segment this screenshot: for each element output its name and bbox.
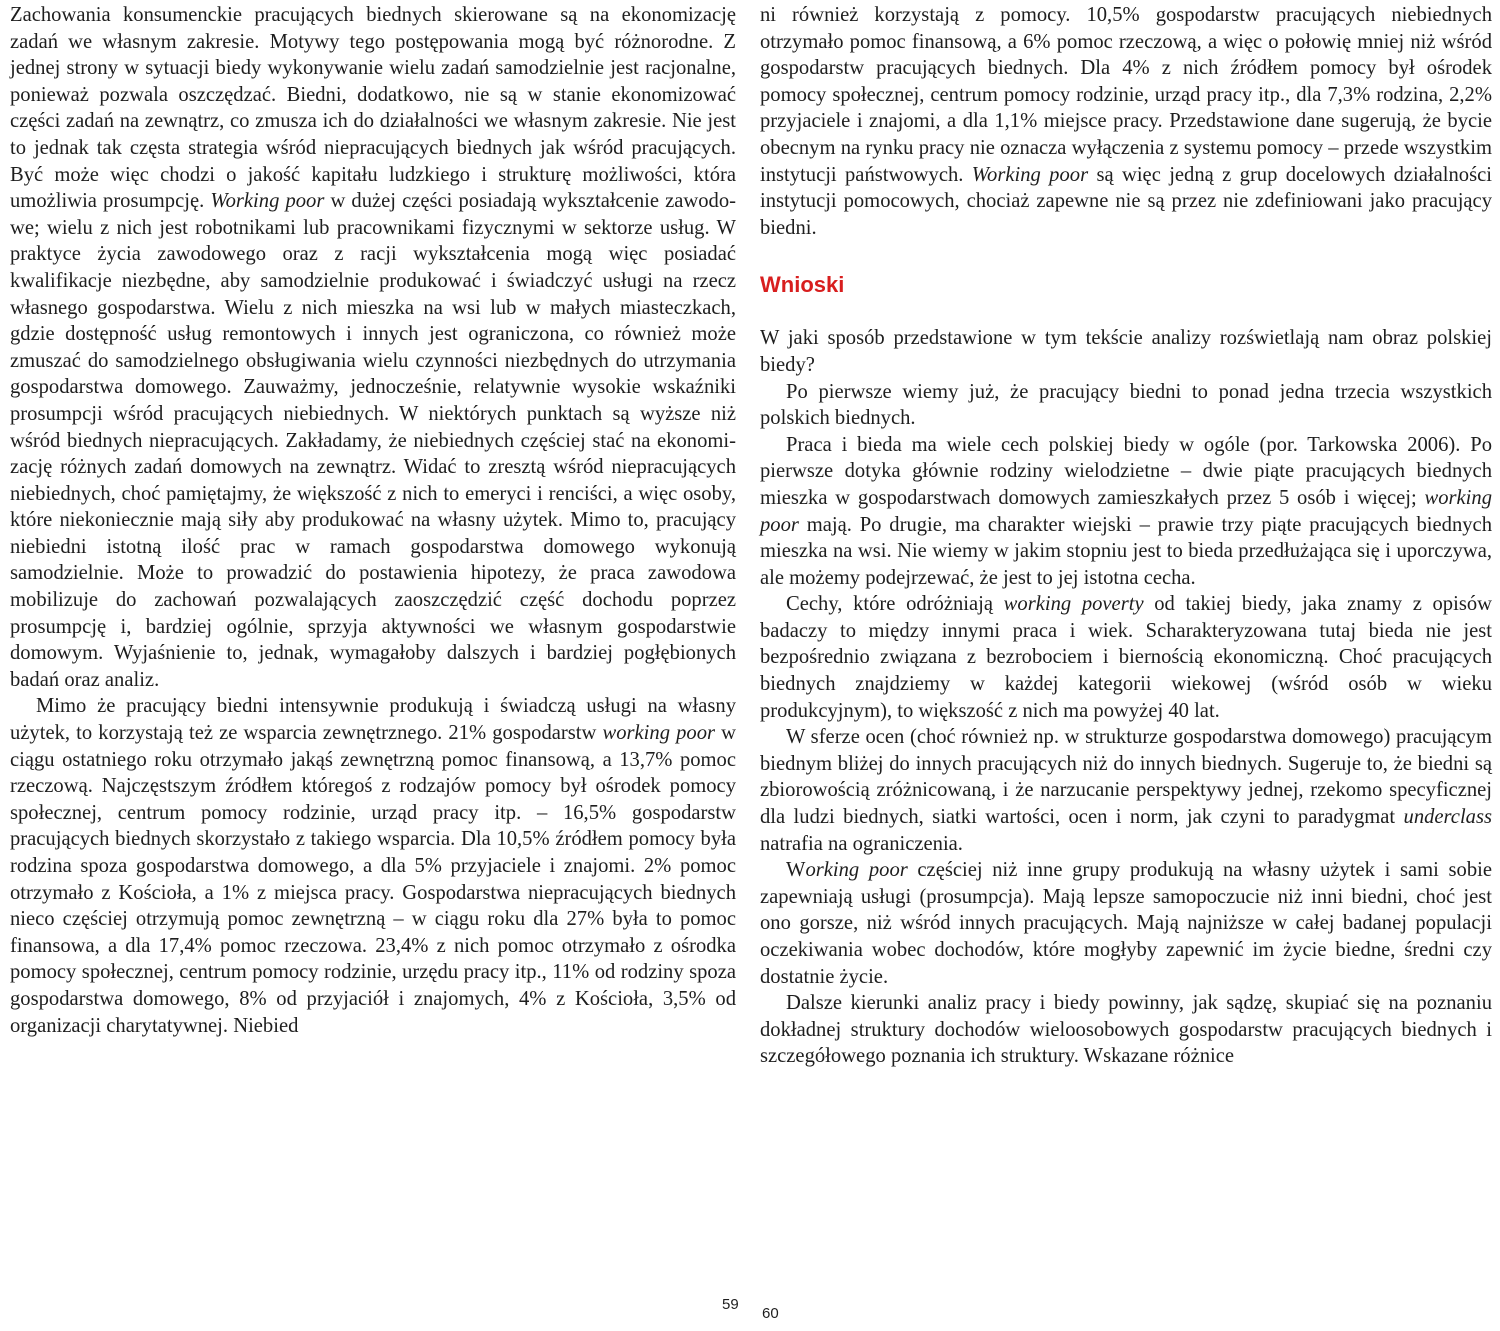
page-number: 59 (722, 1296, 739, 1313)
left-page (0, 0, 742, 1331)
paragraph: Dalsze kierunki analiz pracy i biedy powinny, jak sądzę, skupiać się na poznaniu dokładnej struktury dochodów wieloosobowych gospodarstw pracujących biednych i szczegółowego poznania ich struktury. Wskazane różnice (760, 992, 1492, 1068)
section-heading: Wnioski (760, 272, 845, 298)
paragraph: Cechy, które odróżniają working poverty od takiej biedy, jaka znamy z opisów badaczy to między innymi praca i wiek. Scharakteryzowana tutaj bieda nie jest bezpośrednio związana z bezrobociem i biernością ekonomiczną. Choć pracujących biednych znajdziemy w każdej kategorii wiekowej (wśród osób w wieku produkcyjnym), to większość z nich ma powyżej 40 lat. (760, 593, 1493, 722)
right-page-text-column (760, 2, 1492, 1070)
paragraph: W jaki sposób przedstawione w tym tekście analizy rozświetlają nam obraz polskiej biedy? (760, 327, 1492, 376)
paragraph: ni również korzystają z pomocy. 10,5% gospodarstw pracujących niebiednych otrzymało pomoc finansową, a 6% pomoc rzeczową, a więc o połowię mniej niż wśród gospodarstw pracujących biednych. Dla 4% z nich źródłem pomocy był ośrodek pomocy społecznej, centrum pomocy rodzinie, urząd pracy itp., dla 7,3% rodzina, 2,2% przyjaciele i znajomi, a dla 1,1% miejsce pracy. Przedstawione dane sugerują, że bycie obecnym na rynku pracy nie oznacza wyłączenia z systemu pomocy – przede wszystkim instytucji państwowych. Working poor są więc jedną z grup docelowych działalności instytucji pomocowych, chociaż zapewne nie są przez nie zdefiniowani jako pracujący biedni. (760, 4, 1492, 239)
right-page (760, 0, 1500, 1331)
paragraph: Praca i bieda ma wiele cech polskiej biedy w ogóle (por. Tarkowska 2006). Po pierwsze dotyka głównie rodziny wielodzietne – dwie piąte pracujących biednych mieszka w gospodarstwach domowych zamieszkałych przez 5 osób i więcej; working poor mają. Po drugie, ma charakter wiejski – prawie trzy piąte pracujących biednych mieszka na wsi. Nie wiemy w jakim stopniu jest to bieda przedłużająca się i uporczywa, ale możemy podejrzewać, że jest to jej istotna cecha. (760, 433, 1492, 589)
paragraph: Working poor częściej niż inne grupy produkują na własny użytek i sami sobie zapewniają usługi (prosumpcja). Mają lepsze samopoczucie niż inni biedni, choć jest ono gorsze, niż wśród innych pracujących. Mają najniższe w całej badanej populacji oczekiwania wobec dochodów, które mogłyby zapewnić im życie biedne, średni czy dostatnie życie. (760, 859, 1492, 988)
left-page-text-column (10, 2, 736, 1039)
paragraph: W sferze ocen (choć również np. w strukturze gospodarstwa domowego) pracującym biednym bliżej do innych pracujących niż do innych biednych. Sugeruje to, że biedni są zbiorowością zróżnicowaną, i że narzucanie perspektywy jednej, rzekomo specyficznej dla ludzi biednych, siatki wartości, ocen i norm, jak czyni to paradygmat underclass natrafia na ograniczenia. (760, 726, 1492, 855)
paragraph: Po pierwsze wiemy już, że pracujący biedni to ponad jedna trzecia wszystkich polskich biednych. (760, 380, 1492, 430)
paragraph: Zachowania konsumenckie pracujących biednych skierowane są na ekonomizację zadań we własnym zakresie. Motywy tego postępowania mogą być różnorodne. Z jednej strony w sytuacji biedy wykonywanie wielu zadań samodzielnie jest racjonalne, ponieważ pozwala oszczędzać. Biedni, dodatkowo, nie są w stanie ekonomizować części zadań na zewnątrz, co zmusza ich do działalności we własnym zakresie. Nie jest to jednak tak częsta strategia wśród niepracujących biednych jak wśród pracujących. Być może więc chodzi o jakość kapitału ludzkiego i strukturę możliwości, która umożliwia prosumpcję. Working poor w dużej części posiadają wykształcenie zawodowe; wielu z nich jest robotnikami lub pracownikami fizycznymi w sektorze usług. W praktyce życia zawodowego oraz z racji wykształcenia mogą więc posiadać kwalifikacje niezbędne, aby samodzielnie produkować i świadczyć usługi na rzecz własnego gospodarstwa. Wielu z nich mieszka na wsi lub w małych miasteczkach, gdzie dostępność usług remontowych i innych jest ograniczona, co również może zmuszać do samodzielnego obsługiwania wielu czynności niezbędnych do utrzymania gospodarstwa domowego. Zauważmy, jednocześnie, relatywnie wysokie wskaźniki prosumpcji wśród pracujących niebiednych. W niektórych punktach są wyższe niż wśród biednych niepracujących. Zakładamy, że niebiednych częściej stać na ekonomizację różnych zadań domowych na zewnątrz. Widać to zresztą wśród niepracujących niebiednych, choć pamiętajmy, że większość z nich to emeryci i renciści, a więc osoby, które niekoniecznie mają siły aby produkować na własny użytek. Mimo to, pracujący niebiedni istotną ilość prac w ramach gospodarstwa domowego wykonują samodzielnie. Może to prowadzić do postawienia hipotezy, że praca zawodowa mobilizuje do zachowań pozwalających zaoszczędzić część dochodu poprzez prosumpcję i, bardziej ogólnie, sprzyja aktywności we własnym gospodarstwie domowym. Wyjaśnienie to, jednak, wymagałoby dalszych i bardziej pogłębionych badań oraz analiz. (10, 4, 736, 691)
paragraph: Mimo że pracujący biedni intensywnie produkują i świadczą usługi na własny użytek, to korzystają też ze wsparcia zewnętrznego. 21% gospodarstw working poor w ciągu ostatniego roku otrzymało jakąś zewnętrzną pomoc finansową, a 13,7% pomoc rzeczową. Najczęstszym źródłem któregoś z rodzajów pomocy był ośrodek pomocy społecznej, centrum pomocy rodzinie, urząd pracy itp. – 16,5% gospodarstw pracujących biednych skorzystało z takiego wsparcia. Dla 10,5% źródłem pomocy była rodzina spoza gospodarstwa domowego, a dla 5% przyjaciele i znajomi. 2% pomoc otrzymało z Kościoła, a 1% z miejsca pracy. Gospodarstwa niepracujących biednych nieco częściej otrzymują pomoc zewnętrzną – w ciągu roku dla 27% była to pomoc finansowa, a dla 17,4% pomoc rzeczowa. 23,4% z nich pomoc otrzymało z ośrodka pomocy społecznej, centrum pomocy rodzinie, urzędu pracy itp., 11% od rodziny spoza gospodarstwa domowego, 8% od przyjaciół i znajomych, 4% z Kościoła, 3,5% od organizacji charytatywnej. Niebied (10, 695, 736, 1037)
page-number: 60 (762, 1305, 779, 1322)
